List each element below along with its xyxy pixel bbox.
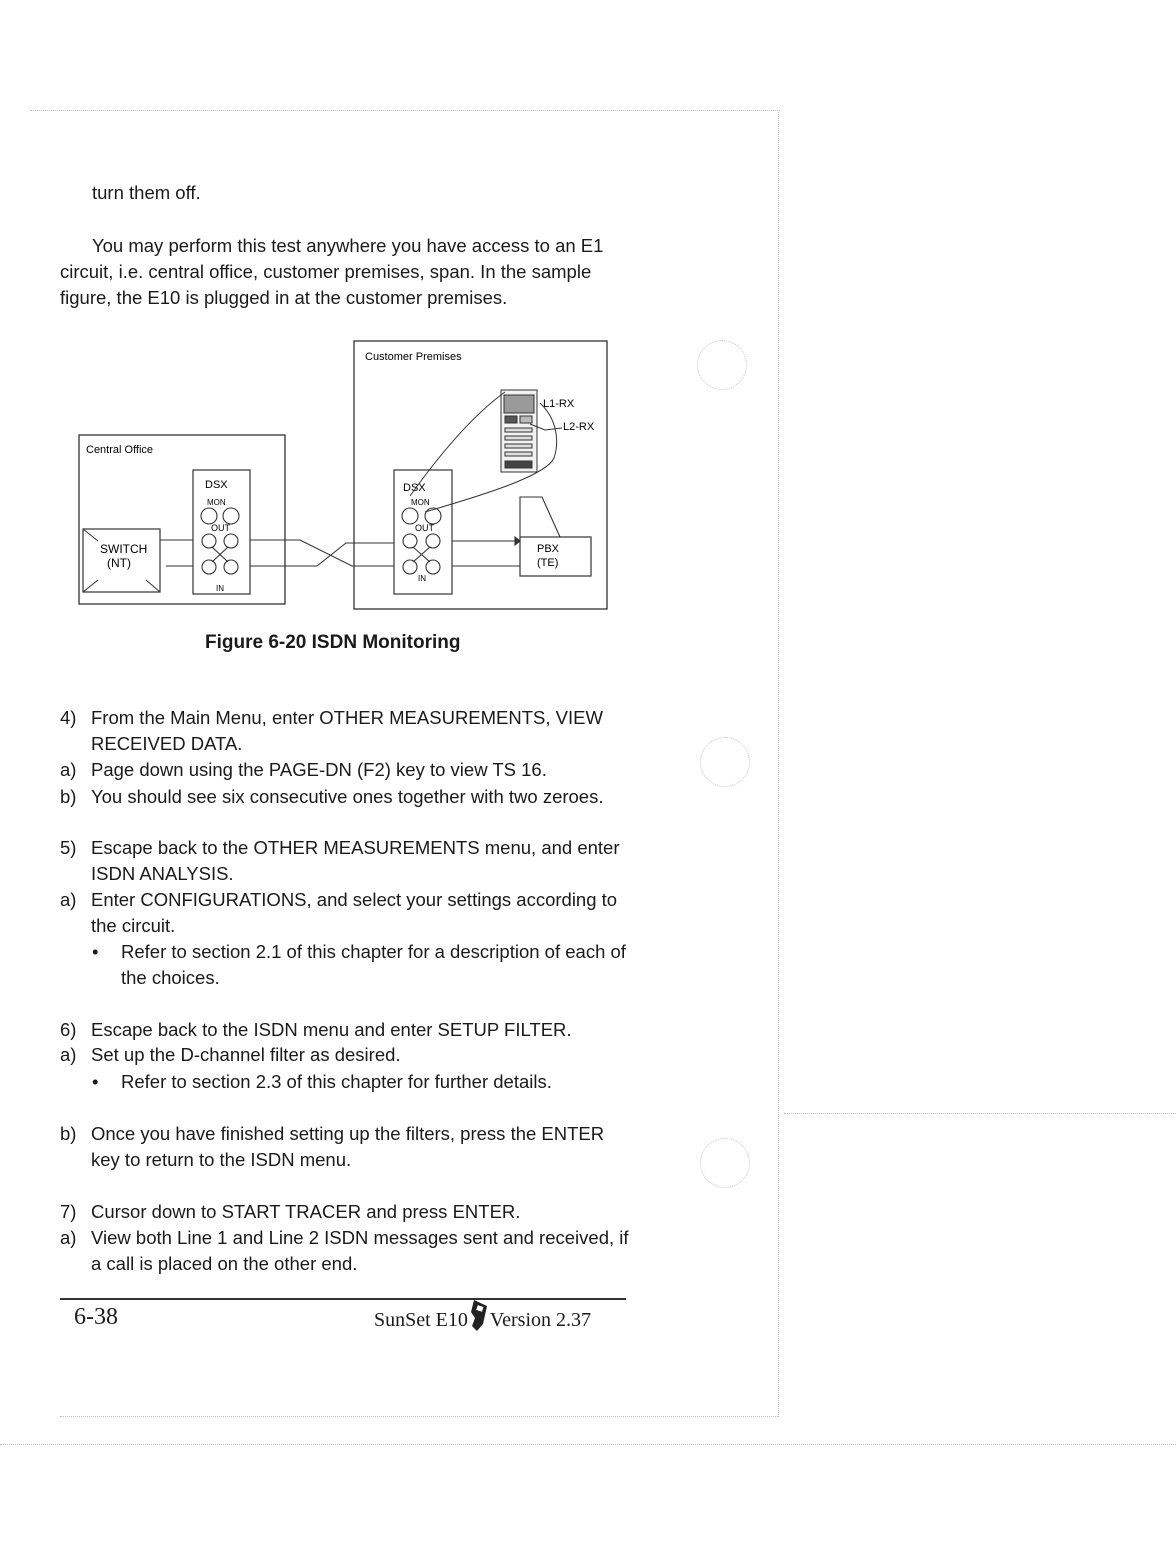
punch-hole-1 xyxy=(697,340,747,390)
step-marker: 7) xyxy=(60,1201,77,1222)
step-text: Page down using the PAGE-DN (F2) key to view TS 16. xyxy=(91,759,547,780)
step-marker: 5) xyxy=(60,837,77,858)
cp-in-label: IN xyxy=(418,574,426,583)
figure-caption: Figure 6-20 ISDN Monitoring xyxy=(205,632,461,653)
bullet-marker: • xyxy=(92,941,99,962)
step-marker: b) xyxy=(60,786,77,807)
step-text: Once you have finished setting up the filters, press the ENTER key to return to the ISDN menu. xyxy=(91,1123,605,1170)
pbx-te-label: (TE) xyxy=(537,557,559,569)
page-number: 6-38 xyxy=(74,1304,118,1330)
scan-edge-bottom-2 xyxy=(0,1444,1176,1445)
customer-premises-box xyxy=(354,341,607,609)
cp-mon-label: MON xyxy=(411,498,430,507)
step-marker: 4) xyxy=(60,707,77,728)
intro-line: turn them off. xyxy=(92,182,201,203)
step-marker: a) xyxy=(60,889,77,910)
cp-dsx-jacks xyxy=(402,508,441,574)
page-edge-right xyxy=(778,112,779,1417)
footer-title xyxy=(374,1308,591,1332)
isdn-monitoring-diagram xyxy=(70,335,620,620)
sunset-phone-icon xyxy=(469,1298,489,1332)
l1-rx-label: L1-RX xyxy=(543,398,575,410)
co-in-label: IN xyxy=(216,584,224,593)
step-text: View both Line 1 and Line 2 ISDN messages sent and received, if a call is placed on the other end. xyxy=(91,1227,629,1274)
bullet-marker: • xyxy=(92,1071,99,1092)
co-mon-label: MON xyxy=(207,498,226,507)
footer-title-version: Version 2.37 xyxy=(489,1308,592,1331)
step-text: Escape back to the ISDN menu and enter SETUP FILTER. xyxy=(91,1019,572,1040)
test-cords xyxy=(410,392,562,512)
scan-edge-bottom xyxy=(60,1416,778,1417)
step-text: Set up the D-channel filter as desired. xyxy=(91,1044,401,1065)
e10-test-set xyxy=(501,390,537,472)
footer-rule xyxy=(60,1298,626,1300)
scan-edge-mid xyxy=(784,1113,1176,1114)
step-text: Enter CONFIGURATIONS, and select your settings according to the circuit. xyxy=(91,889,618,936)
scan-edge-top xyxy=(30,110,780,111)
footer-title-product: SunSet E10 xyxy=(374,1308,468,1331)
bullet-text: Refer to section 2.1 of this chapter for a description of each of the choices. xyxy=(121,941,626,988)
co-out-label: OUT xyxy=(211,523,230,533)
step-text: You should see six consecutive ones together with two zeroes. xyxy=(91,786,604,807)
central-office-label: Central Office xyxy=(86,444,154,456)
bullet-text: Refer to section 2.3 of this chapter for further details. xyxy=(121,1071,552,1092)
cp-dsx-label: DSX xyxy=(403,482,426,494)
step-marker: a) xyxy=(60,759,77,780)
switch-nt-label: (NT) xyxy=(107,556,131,570)
switch-label: SWITCH xyxy=(100,542,148,556)
step-marker: a) xyxy=(60,1044,77,1065)
step-text: Escape back to the OTHER MEASUREMENTS menu, and enter ISDN ANALYSIS. xyxy=(91,837,620,884)
pbx-label: PBX xyxy=(537,543,560,555)
l2-rx-label: L2-RX xyxy=(563,421,595,433)
co-dsx-jacks xyxy=(201,508,239,574)
step-text: From the Main Menu, enter OTHER MEASUREMENTS, VIEW RECEIVED DATA. xyxy=(91,707,603,754)
step-marker: a) xyxy=(60,1227,77,1248)
punch-hole-2 xyxy=(700,737,750,787)
step-text: Cursor down to START TRACER and press ENTER. xyxy=(91,1201,521,1222)
step-marker: b) xyxy=(60,1123,77,1144)
step-marker: 6) xyxy=(60,1019,77,1040)
co-dsx-label: DSX xyxy=(205,479,228,491)
cp-out-label: OUT xyxy=(415,523,434,533)
punch-hole-3 xyxy=(700,1138,750,1188)
customer-premises-label: Customer Premises xyxy=(365,351,462,363)
intro-paragraph: You may perform this test anywhere you have access to an E1 circuit, i.e. central office, customer premises, span. In the sample figure, the E10 is plugged in at the customer premises. xyxy=(60,235,604,308)
central-office-box xyxy=(79,435,285,604)
